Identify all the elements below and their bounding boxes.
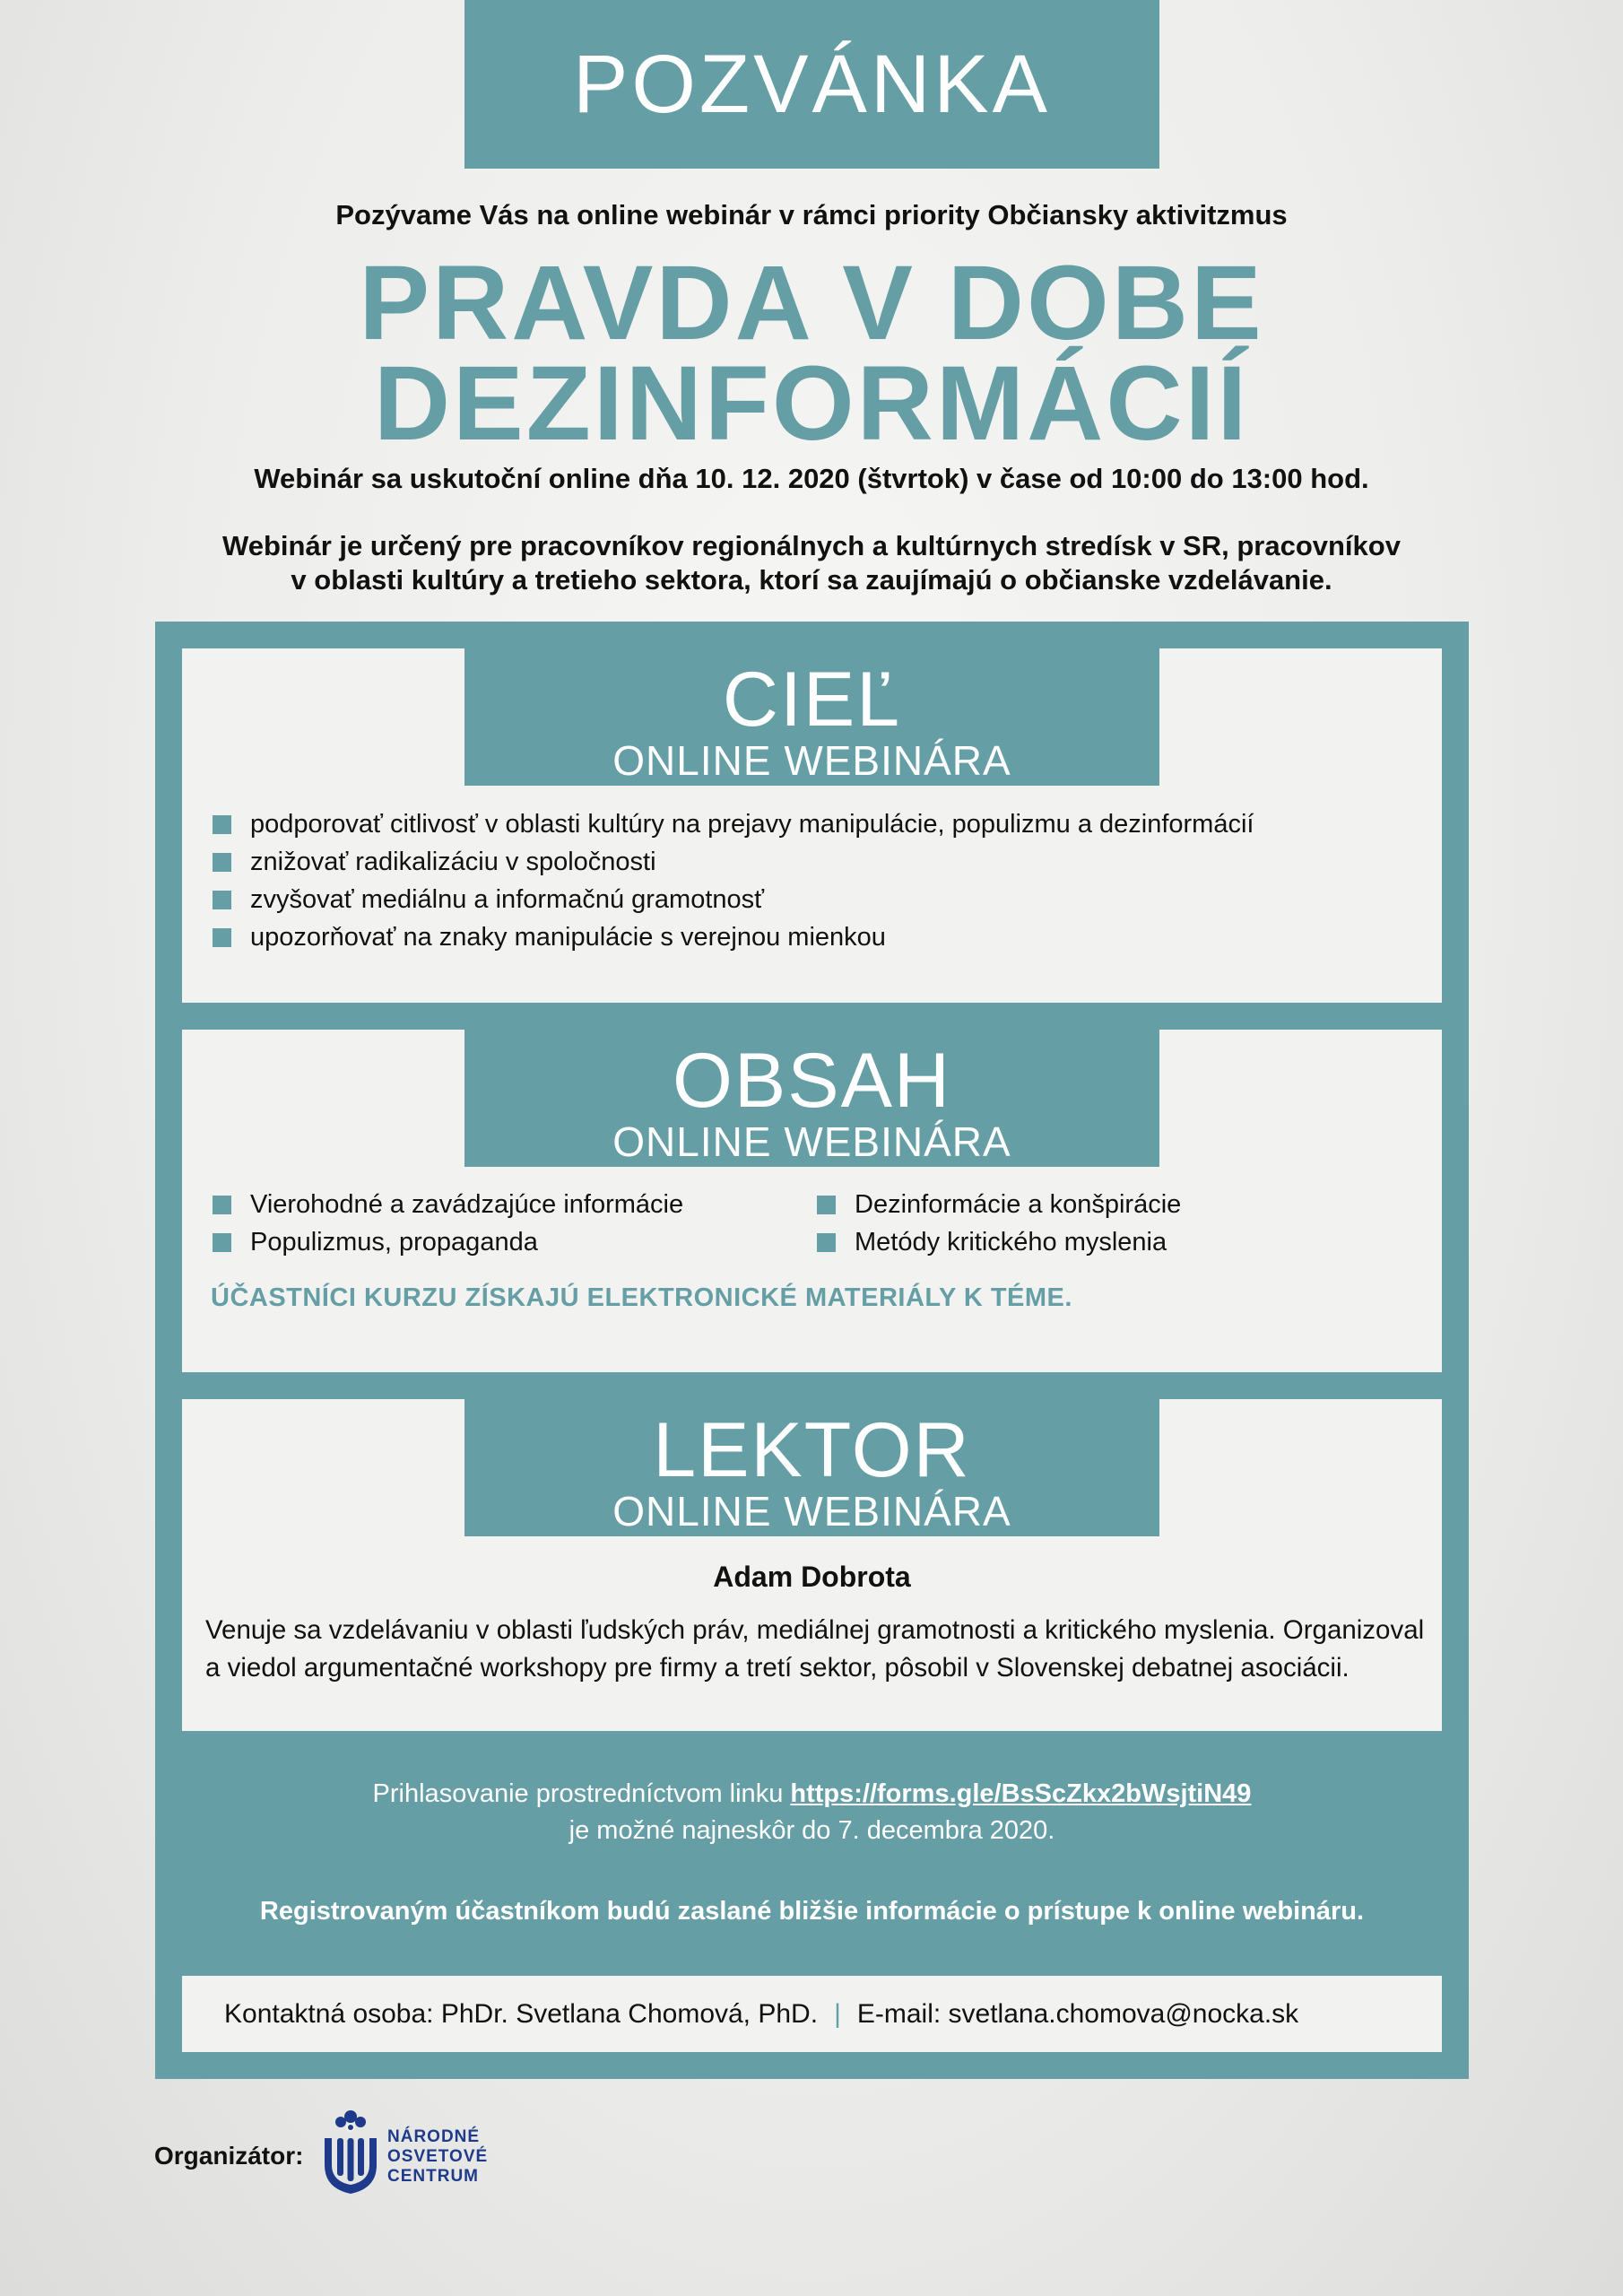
materials-note: ÚČASTNÍCI KURZU ZÍSKAJÚ ELEKTRONICKÉ MATERIÁLY K TÉME. (211, 1283, 1072, 1312)
obsah-banner (464, 1030, 1159, 1167)
audience-line2: v oblasti kultúry a tretieho sektora, ktorí sa zaujímajú o občianske vzdelávanie. (291, 564, 1332, 596)
bullet-square-icon (213, 891, 231, 909)
event-title-line1: PRAVDA V DOBE (359, 244, 1264, 362)
ciel-panel (182, 648, 1442, 1003)
contact-email: E-mail: svetlana.chomova@nocka.sk (856, 1998, 1299, 2029)
bullet-square-icon (817, 1233, 836, 1252)
main-frame (155, 622, 1469, 2079)
bullet-square-icon (213, 853, 231, 872)
nosc-logo-icon (319, 2108, 382, 2197)
list-item: Metódy kritického myslenia (817, 1223, 1181, 1261)
ciel-list (213, 805, 1254, 956)
contact-person: Kontaktná osoba: PhDr. Svetlana Chomová, PhD. (224, 1998, 819, 2029)
bullet-square-icon (213, 1233, 231, 1252)
obsah-heading: OBSAH (672, 1038, 952, 1124)
logo-text: NÁRODNÉ OSVETOVÉ CENTRUM (387, 2127, 489, 2186)
ciel-subheading: ONLINE WEBINÁRA (612, 737, 1011, 784)
date-line: Webinár sa uskutoční online dňa 10. 12. 2020 (štvrtok) v čase od 10:00 do 13:00 hod. (254, 463, 1369, 494)
obsah-subheading: ONLINE WEBINÁRA (612, 1118, 1011, 1165)
event-title (0, 244, 1623, 463)
lecturer-name: Adam Dobrota (713, 1561, 911, 1593)
registration-text (155, 1776, 1469, 1849)
registration-line: Prihlasovanie prostredníctvom linku https://forms.gle/BsScZkx2bWsjtiN49 (372, 1779, 1252, 1808)
bullet-square-icon (213, 928, 231, 947)
lecturer-bio (205, 1612, 1425, 1687)
lektor-heading: LEKTOR (653, 1407, 971, 1493)
registration-deadline: je možné najneskôr do 7. decembra 2020. (568, 1816, 1055, 1845)
list-item: znižovať radikalizáciu v spoločnosti (213, 843, 1254, 881)
lektor-banner (464, 1399, 1159, 1536)
lecturer-bio-line2: a viedol argumentačné workshopy pre firmy a tretí sektor, pôsobil v Slovenskej debatnej asociácii. (205, 1653, 1350, 1683)
ciel-heading: CIEĽ (722, 657, 902, 743)
intro-text: Pozývame Vás na online webinár v rámci priority Občiansky aktivitzmus (335, 199, 1288, 230)
list-item: upozorňovať na znaky manipulácie s verejnou mienkou (213, 918, 1254, 956)
ciel-banner (464, 648, 1159, 786)
header-title: POZVÁNKA (572, 38, 1051, 130)
organizer-label: Organizátor: (154, 2142, 304, 2170)
bullet-square-icon (213, 1196, 231, 1214)
registration-link[interactable]: https://forms.gle/BsScZkx2bWsjtiN49 (790, 1779, 1252, 1808)
bullet-square-icon (817, 1196, 836, 1214)
list-item: Populizmus, propaganda (213, 1223, 683, 1261)
lecturer-bio-line1: Venuje sa vzdelávaniu v oblasti ľudských práv, mediálnej gramotnosti a kritického myslenia. Organizoval (205, 1615, 1425, 1645)
registration-info: Registrovaným účastníkom budú zaslané bližšie informácie o prístupe k online webináru. (259, 1897, 1365, 1926)
list-item: podporovať citlivosť v oblasti kultúry na prejavy manipulácie, populizmu a dezinformácií (213, 805, 1254, 843)
audience-text (108, 529, 1515, 597)
obsah-panel (182, 1030, 1442, 1372)
obsah-list-left (213, 1186, 683, 1261)
contact-separator: | (834, 1998, 841, 2029)
list-item: Vierohodné a zavádzajúce informácie (213, 1186, 683, 1223)
obsah-list-right (817, 1186, 1181, 1261)
lektor-subheading: ONLINE WEBINÁRA (612, 1488, 1011, 1535)
lektor-panel (182, 1399, 1442, 1731)
contact-box (182, 1976, 1442, 2052)
audience-line1: Webinár je určený pre pracovníkov regionálnych a kultúrnych stredísk v SR, pracovníkov (222, 530, 1401, 561)
list-item: zvyšovať mediálnu a informačnú gramotnosť (213, 881, 1254, 918)
list-item: Dezinformácie a konšpirácie (817, 1186, 1181, 1223)
header-banner (464, 0, 1159, 169)
event-title-line2: DEZINFORMÁCIÍ (373, 344, 1250, 463)
bullet-square-icon (213, 815, 231, 834)
